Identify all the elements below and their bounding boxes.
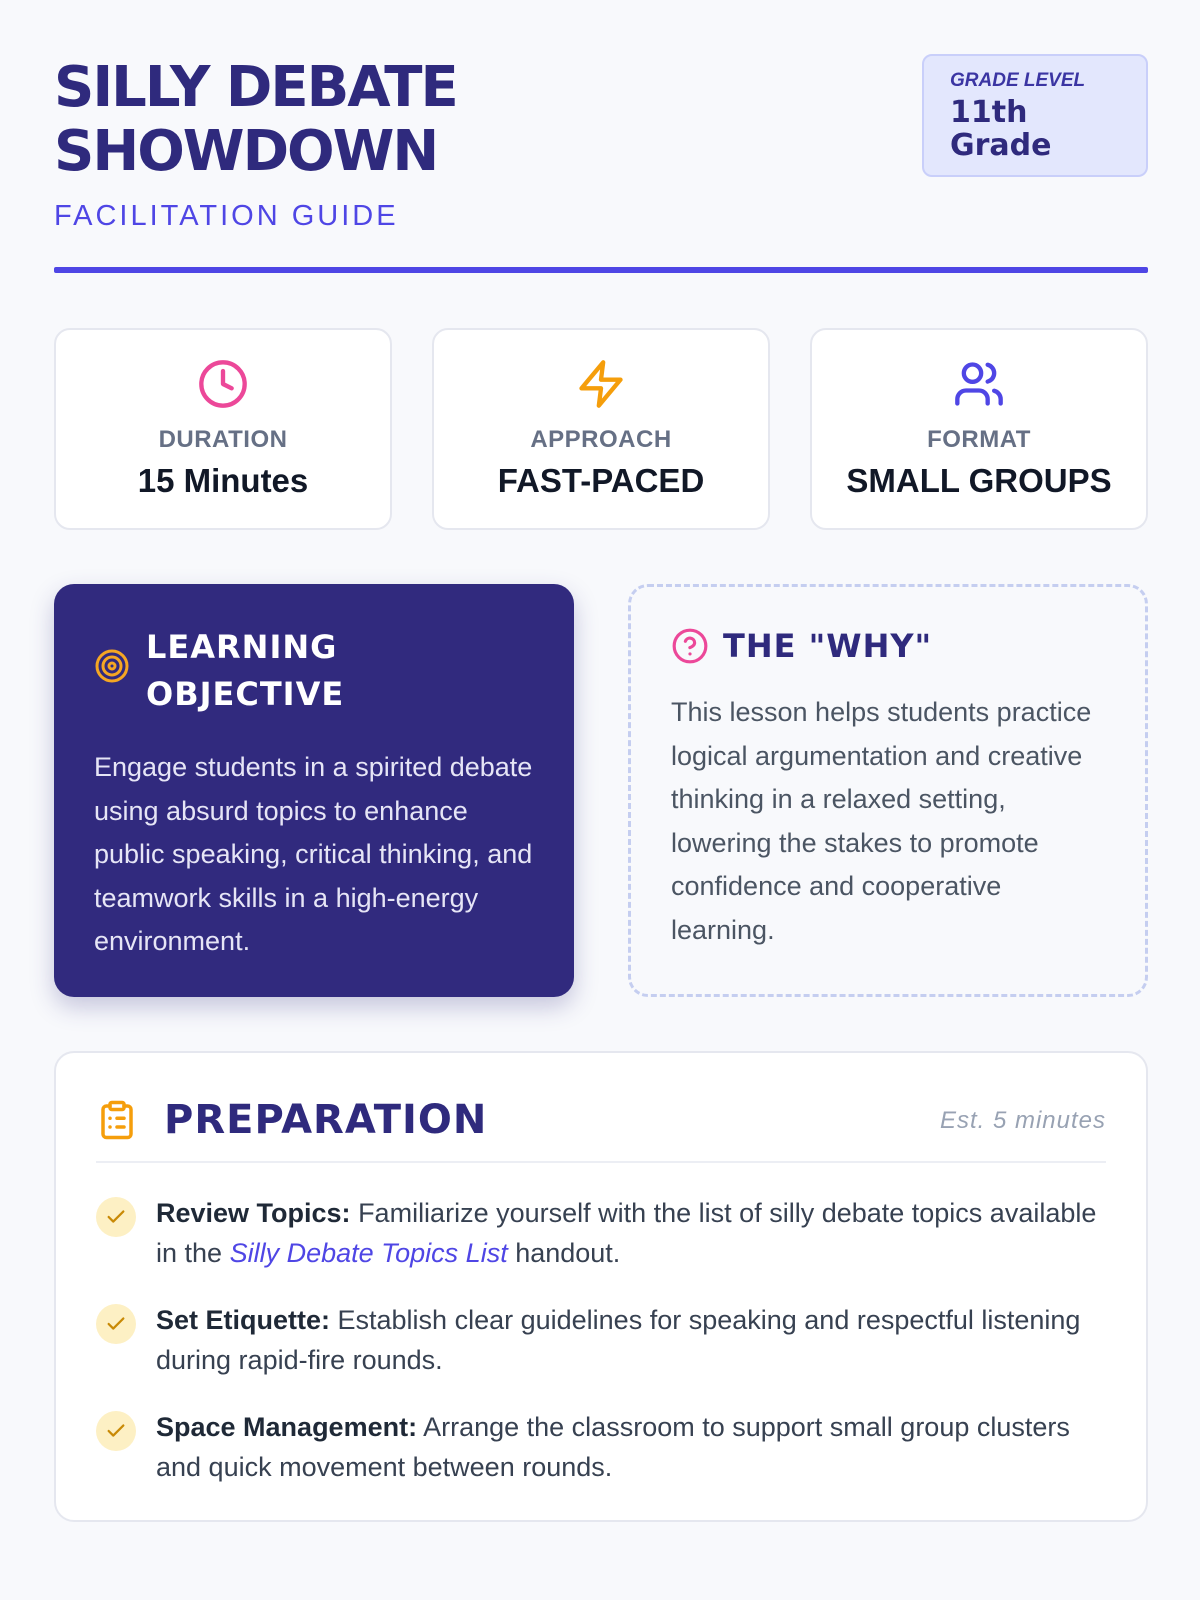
check-icon [96, 1197, 136, 1237]
format-value: SMALL GROUPS [846, 462, 1112, 499]
prep-item-text: Arrange the classroom to support small group clusters and quick movement between rounds. [156, 1412, 1070, 1482]
approach-label: APPROACH [530, 426, 672, 453]
why-header [671, 627, 1105, 665]
header [54, 0, 1148, 276]
list-item [96, 1193, 1106, 1273]
preparation-list [96, 1193, 1106, 1487]
clipboard-icon [96, 1097, 138, 1148]
page-subtitle: FACILITATION GUIDE [54, 200, 399, 232]
learning-objective-title: LEARNING OBJECTIVE [146, 628, 345, 713]
approach-value: FAST-PACED [497, 462, 705, 499]
check-icon [96, 1411, 136, 1451]
prep-item-label: Review Topics: [156, 1198, 351, 1228]
prep-item-label: Space Management: [156, 1412, 418, 1442]
target-icon [94, 648, 130, 684]
prep-item-text: Familiarize yourself with the list of silly debate topics available in the [156, 1198, 1097, 1268]
format-label: FORMAT [927, 426, 1031, 453]
duration-value: 15 Minutes [137, 462, 309, 499]
learning-objective-header [94, 624, 534, 718]
why-title: THE "WHY" [723, 627, 933, 665]
grade-level-label: GRADE LEVEL [950, 70, 1086, 91]
grade-level-value: 11th Grade [950, 95, 1052, 163]
preparation-card [54, 1051, 1148, 1522]
why-card [628, 584, 1148, 997]
users-icon [812, 358, 1146, 410]
prep-item-label: Set Etiquette: [156, 1305, 331, 1335]
help-circle-icon [671, 627, 709, 665]
list-item [96, 1407, 1106, 1487]
learning-objective-card [54, 584, 574, 997]
lightning-icon [434, 358, 768, 410]
topics-list-link[interactable]: Silly Debate Topics List [229, 1238, 508, 1268]
preparation-title: PREPARATION [164, 1097, 488, 1143]
list-item [96, 1300, 1106, 1380]
preparation-header [96, 1053, 1106, 1163]
clock-icon [56, 358, 390, 410]
format-card [810, 328, 1148, 530]
learning-objective-text: Engage students in a spirited debate using absurd topics to enhance public speaking, critical thinking, and teamwork skills in a high-energy environment. [94, 752, 533, 956]
grade-level-badge [922, 54, 1148, 177]
check-icon [96, 1304, 136, 1344]
why-text: This lesson helps students practice logical argumentation and creative thinking in a relaxed setting, lowering the stakes to promote confidence and cooperative learning. [671, 697, 1092, 945]
duration-card [54, 328, 392, 530]
stats-row [54, 328, 1148, 530]
preparation-estimate: Est. 5 minutes [939, 1107, 1106, 1134]
header-divider [54, 267, 1148, 273]
duration-label: DURATION [158, 426, 288, 453]
prep-item-text: Establish clear guidelines for speaking and respectful listening during rapid-fire rounds. [156, 1305, 1081, 1375]
prep-item-text-end: handout. [507, 1238, 621, 1268]
facilitation-guide-page [54, 0, 1148, 1482]
page-title: SILLY DEBATE SHOWDOWN [54, 55, 457, 184]
approach-card [432, 328, 770, 530]
